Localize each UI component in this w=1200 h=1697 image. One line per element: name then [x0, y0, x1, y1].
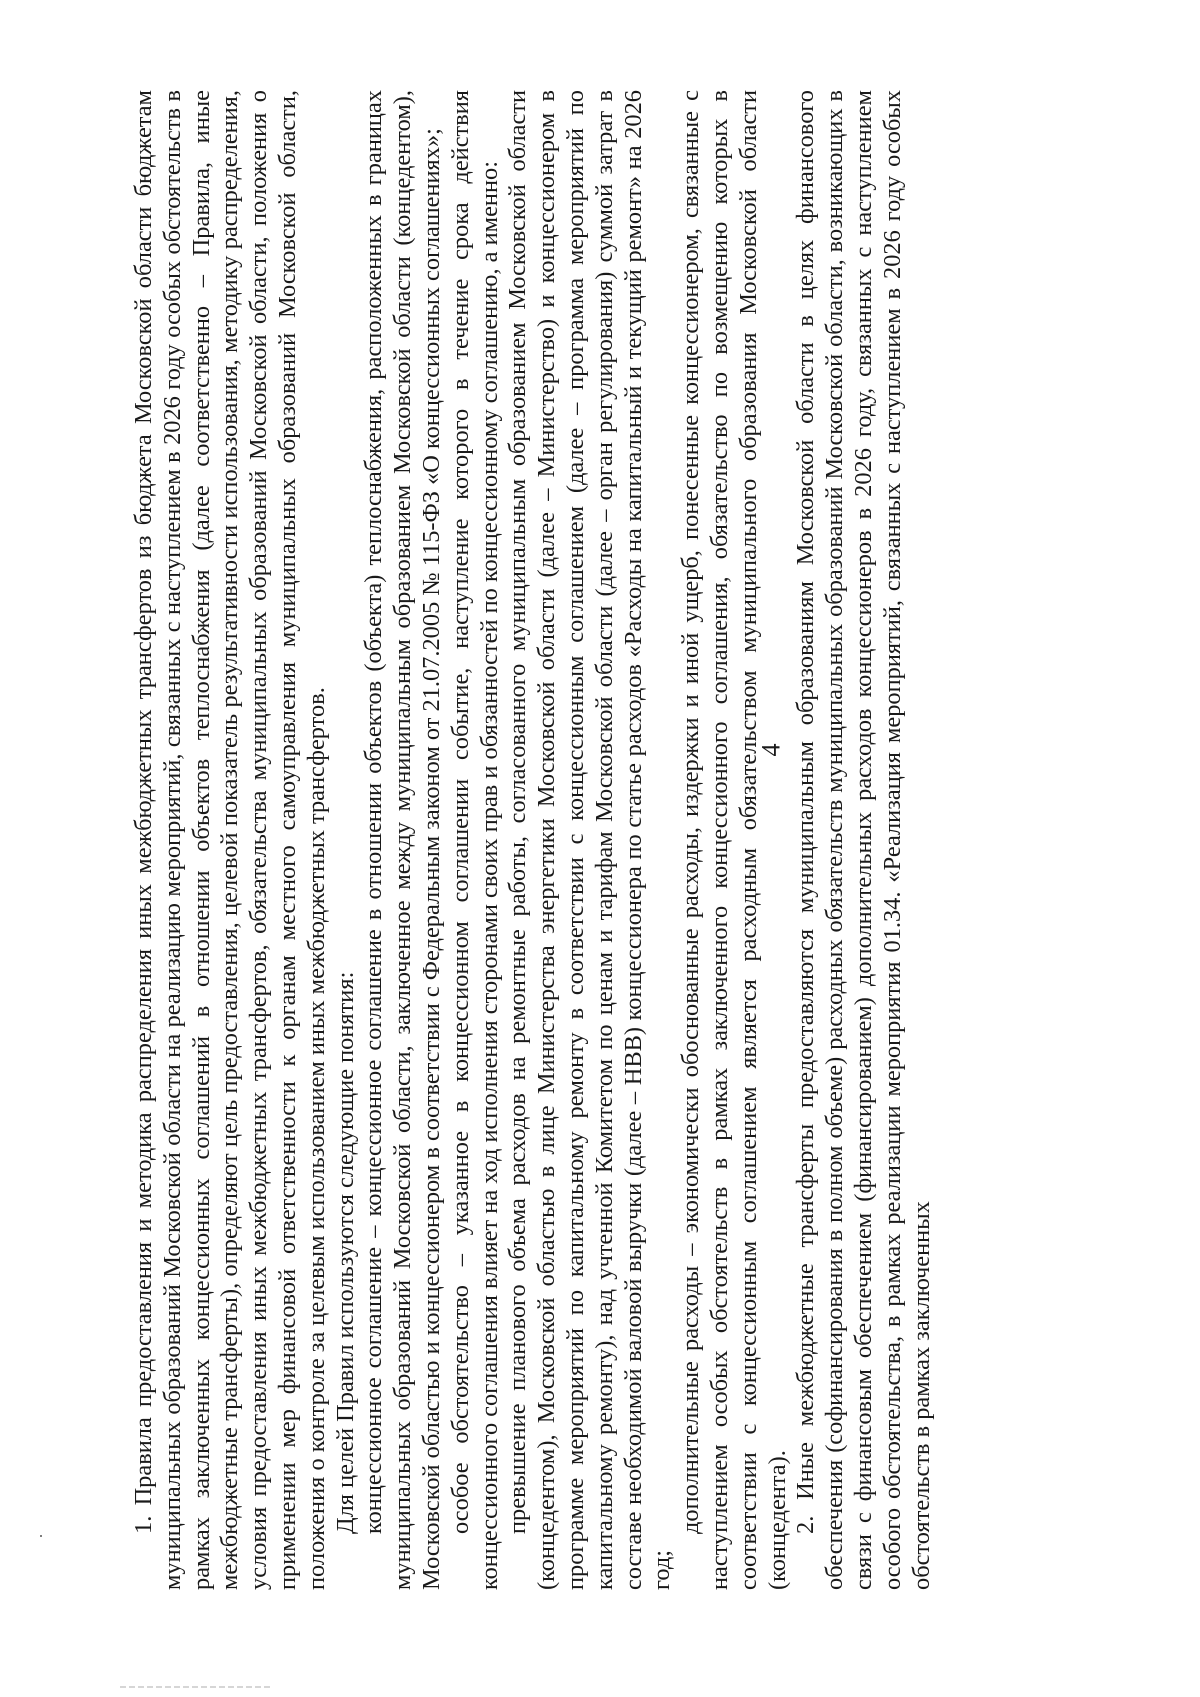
scan-edge-artifact	[120, 1686, 270, 1688]
paragraph-5: превышение планового объема расходов на ремонтные работы, согласованного муниципальным образованием Московской области (концедентом), Московской областью в лице Министерства энергетики Московской области (далее – Министерство) и концессионером в программе мероприятий по капитальному ремонту в соответствии с концессионным соглашением (далее – программа мероприятий по капитальному ремонту), над учтенной Комитетом по ценам и тарифам Московской области (далее – орган регулирования) суммой затрат в составе необходимой валовой выручки (далее – НВВ) концессионера по статье расходов «Расходы на капитальный и текущий ремонт» на 2026 год;	[504, 90, 676, 1590]
paragraph-1: 1. Правила предоставления и методика распределения иных межбюджетных трансфертов из бюджета Московской области бюджетам муниципальных образований Московской области на реализацию мероприятий, связанных с наступлением в 2026 году особых обстоятельств в рамках заключенных концессионных соглашений в отношении объектов теплоснабжения (далее соответственно – Правила, иные межбюджетные трансферты), определяют цель предоставления, целевой показатель результативности использования, методику распределения, условия предоставления иных межбюджетных трансфертов, обязательства муниципальных образований Московской области, положения о применении мер финансовой ответственности к органам местного самоуправления муниципальных образований Московской области, положения о контроле за целевым использованием иных межбюджетных трансфертов.	[130, 90, 330, 1590]
paragraph-4: особое обстоятельство – указанное в концессионном соглашении событие, наступление которого в течение срока действия концессионного соглашения влияет на ход исполнения сторонами своих прав и обязанностей по концессионному соглашению, а именно:	[446, 90, 503, 1590]
paragraph-3: концессионное соглашение – концессионное соглашение в отношении объектов (объекта) теплоснабжения, расположенных в границах муниципальных образований Московской области, заключенное между муниципальным образованием Московской области (концедентом), Московской областью и концессионером в соответствии с Федеральным законом от 21.07.2005 № 115-ФЗ «О концессионных соглашениях»;	[360, 90, 445, 1590]
scan-speck	[40, 1535, 42, 1537]
document-body	[130, 90, 950, 1590]
paragraph-7: 2. Иные межбюджетные трансферты предоставляются муниципальным образованиям Московской области в целях финансового обеспечения (софинансирования в полном объеме) расходных обязательств муниципальных образований Московской области, возникающих в связи с финансовым обеспечением (финансированием) дополнительных расходов концессионеров в 2026 году, связанных с наступлением особого обстоятельства, в рамках реализации мероприятия 01.34. «Реализация мероприятий, связанных с наступлением в 2026 году особых обстоятельств в рамках заключенных	[792, 90, 935, 1590]
paragraph-2: Для целей Правил используются следующие понятия:	[331, 971, 359, 1534]
paragraph-6: дополнительные расходы – экономически обоснованные расходы, издержки и иной ущерб, понесенные концессионером, связанные с наступлением особых обстоятельств в рамках заключенного концессионного соглашения, обязательство по возмещению которых в соответствии с концессионным соглашением является расходным обязательством муниципального образования Московской области (концедента).	[677, 90, 791, 1590]
page-number: 4	[756, 743, 786, 757]
